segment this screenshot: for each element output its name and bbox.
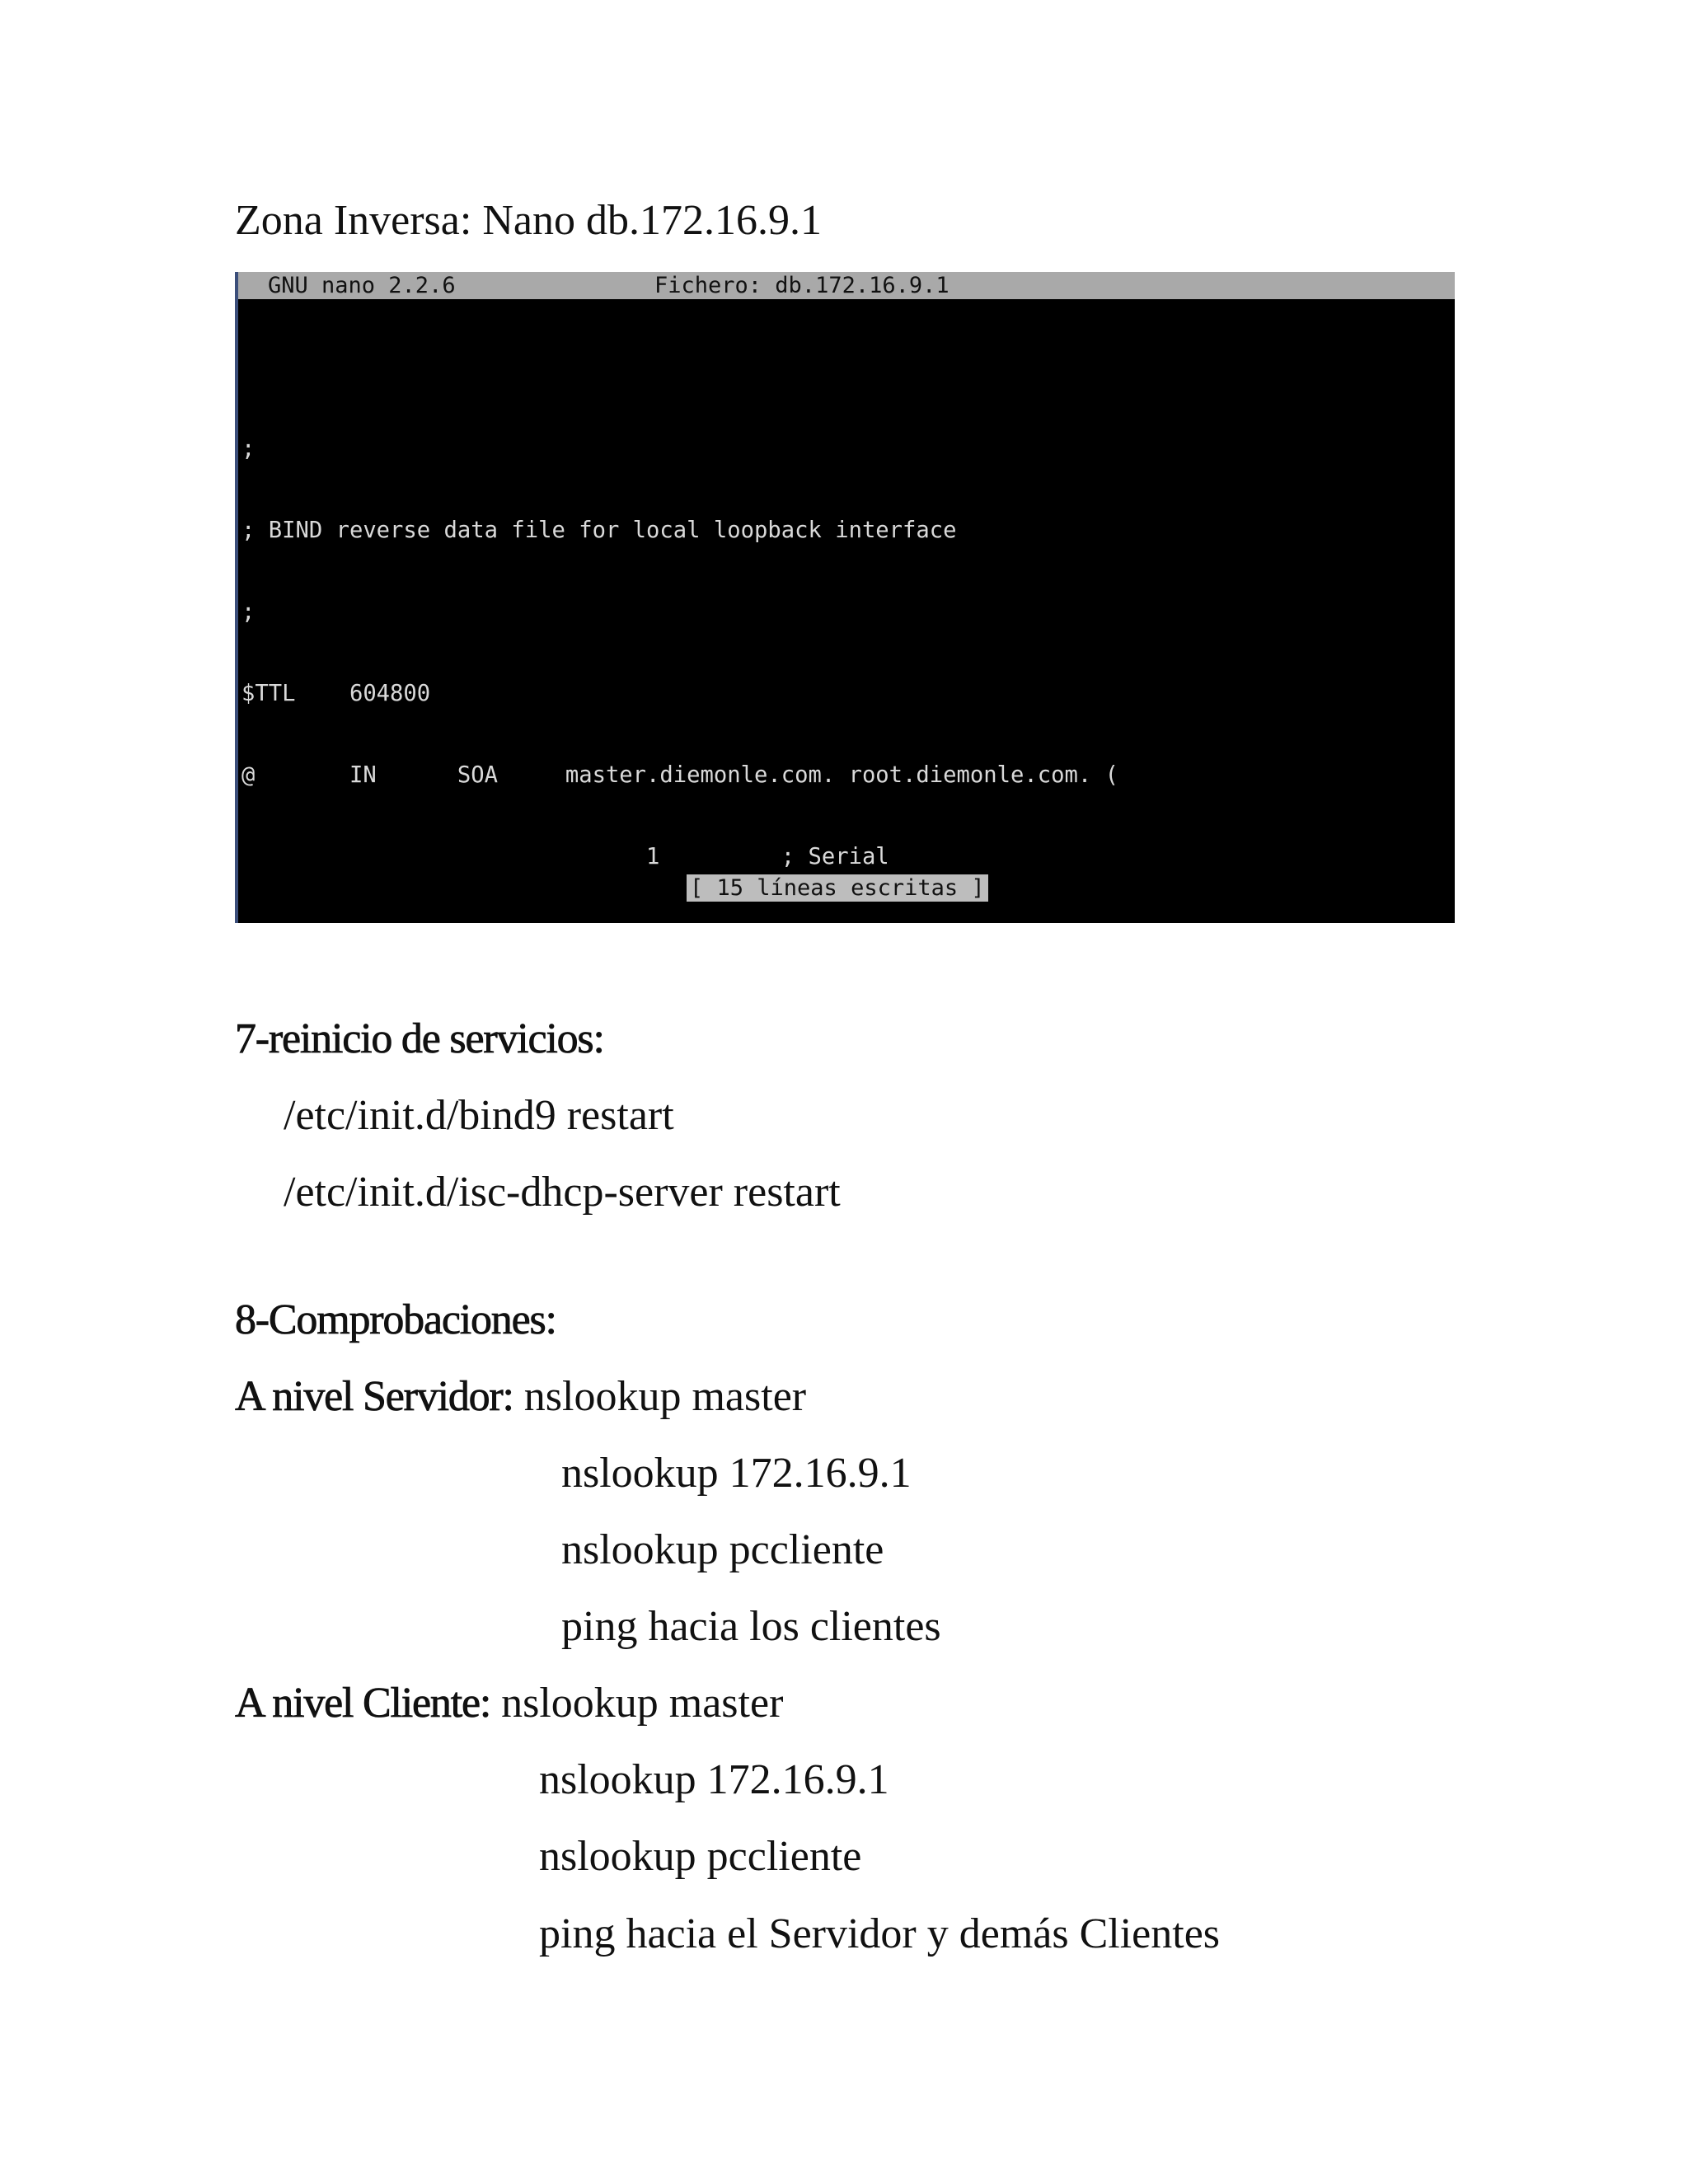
nano-title-bar [238, 272, 1455, 299]
server-check-label: A nivel Servidor: [235, 1373, 513, 1420]
server-check-command: nslookup 172.16.9.1 [561, 1450, 912, 1497]
zone-file-line: ; BIND reverse data file for local loopback interface [241, 518, 957, 543]
nano-status-message: [ 15 líneas escritas ] [687, 874, 988, 902]
section-8-heading: 8-Comprobaciones: [235, 1296, 556, 1343]
client-check-command: nslookup pccliente [539, 1833, 862, 1880]
nano-version-label: GNU nano 2.2.6 [268, 273, 456, 298]
zone-heading: Zona Inversa: Nano db.172.16.9.1 [235, 197, 822, 244]
section-7-heading: 7-reinicio de servicios: [235, 1015, 604, 1062]
client-check-row [235, 1677, 783, 1730]
restart-command: /etc/init.d/isc-dhcp-server restart [284, 1169, 841, 1216]
client-check-label: A nivel Cliente: [235, 1680, 491, 1727]
nano-file-label: Fichero: db.172.16.9.1 [654, 273, 950, 298]
restart-command: /etc/init.d/bind9 restart [284, 1092, 674, 1139]
server-check-row [235, 1371, 806, 1423]
zone-file-line: $TTL 604800 [241, 681, 431, 706]
client-check-command: nslookup master [490, 1680, 784, 1727]
zone-file-line: 1 ; Serial [241, 844, 889, 869]
server-check-command: nslookup master [513, 1373, 807, 1420]
client-check-command: ping hacia el Servidor y demás Clientes [539, 1910, 1221, 1957]
zone-file-line: @ IN SOA master.diemonle.com. root.diemonle.com. ( [241, 762, 1118, 788]
client-check-command: nslookup 172.16.9.1 [539, 1756, 889, 1803]
zone-file-line: ; [241, 599, 256, 625]
server-check-command: ping hacia los clientes [561, 1603, 941, 1650]
nano-terminal-screenshot [235, 272, 1455, 923]
zone-file-content [241, 299, 1118, 923]
server-check-command: nslookup pccliente [561, 1526, 884, 1573]
zone-file-line [241, 354, 1118, 381]
zone-file-line: ; [241, 436, 256, 462]
